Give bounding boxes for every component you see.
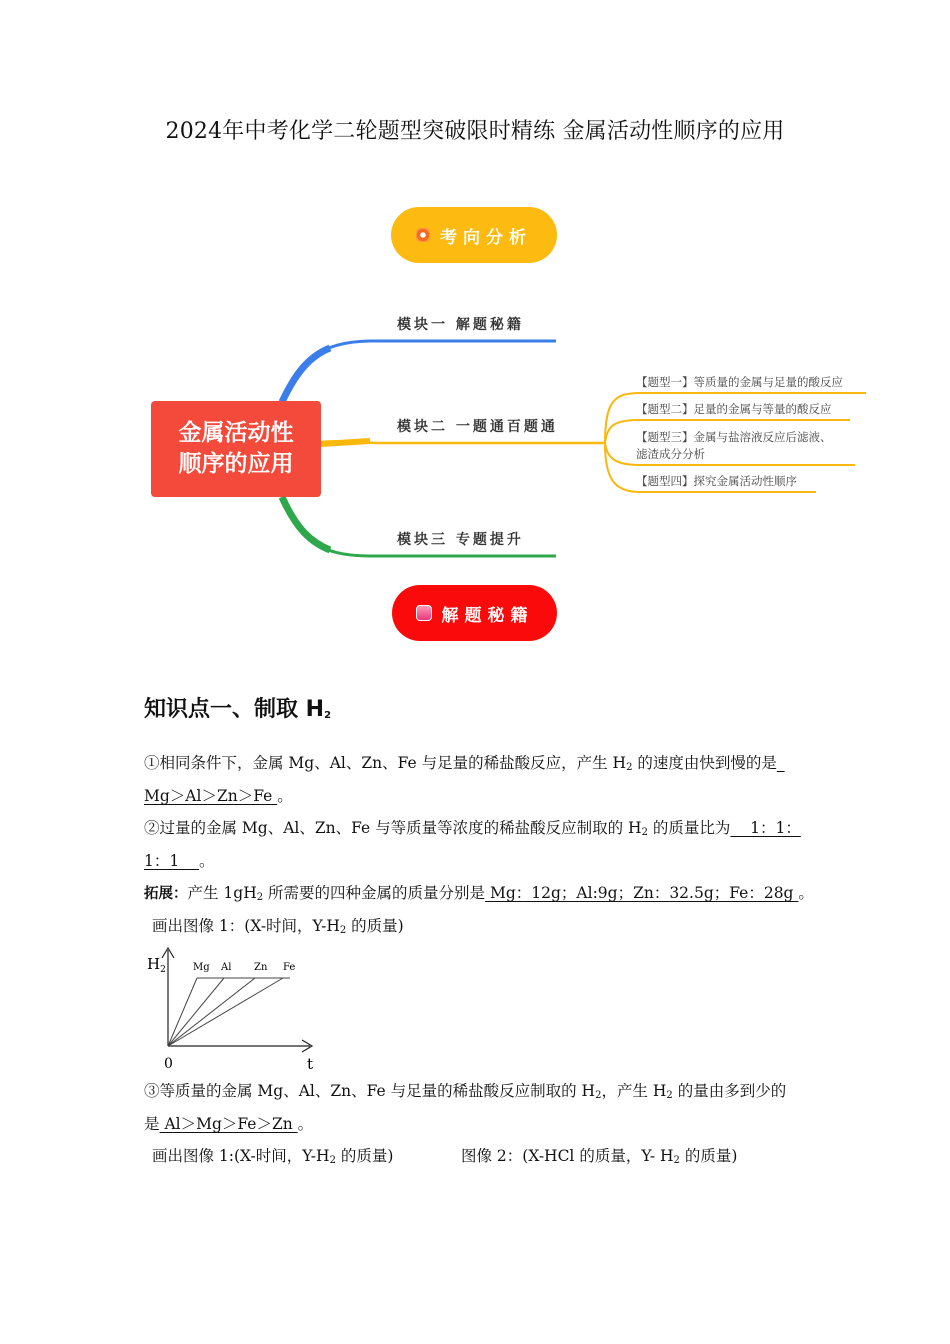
graph-captions-row [152, 1145, 393, 1172]
heading-sub: 2 [324, 710, 332, 721]
p5-sub2: 2 [666, 1090, 673, 1101]
p1-end: 。 [277, 787, 293, 805]
branch-module-3: 模块三 专题提升 [397, 532, 524, 548]
p3-answer: Mg：12g；Al:9g；Zn：32.5g；Fe：28g [485, 884, 799, 902]
p5-answer: Al＞Mg＞Fe＞Zn [159, 1115, 298, 1133]
p1-blank: _ [776, 754, 785, 772]
p5-text-a: ③等质量的金属 Mg、Al、Zn、Fe 与足量的稀盐酸反应制取的 H [144, 1082, 596, 1100]
p2-end: 。 [198, 852, 215, 870]
center-line-1: 金属活动性 [178, 420, 294, 446]
p6-text-b: 的质量) [335, 1147, 394, 1165]
branch-module-1: 模块一 解题秘籍 [397, 317, 524, 333]
sub-item-type-1: 【题型一】等质量的金属与足量的酸反应 [636, 375, 843, 389]
pill-label: 考向分析 [440, 227, 532, 248]
p1-sub: 2 [626, 762, 633, 773]
p5-text-c: 的量由多到少的 [672, 1082, 787, 1100]
p5-lead: 是 [144, 1115, 160, 1133]
p1-text-b: 的速度由快到慢的是 [632, 754, 777, 772]
p5-end: 。 [297, 1115, 314, 1133]
p4-text-b: 的质量) [346, 917, 404, 935]
p2-sub: 2 [641, 827, 648, 838]
graph-2-caption [461, 1145, 737, 1172]
p3-text-a: 产生 1gH [187, 884, 257, 902]
section-heading [144, 692, 331, 723]
p3-text-b: 所需要的四种金属的质量分别是 [263, 884, 486, 902]
paragraph-2-line-1 [144, 817, 801, 844]
series-label-zn: Zn [254, 962, 268, 973]
sub-item-type-3-cont: 滤渣成分分析 [636, 447, 705, 461]
paragraph-extension [144, 882, 814, 909]
p4-text-a: 画出图像 1：(X-时间，Y-H [152, 917, 340, 935]
branch-module-2: 模块二 一题通百题通 [397, 419, 558, 435]
p2-answer-a: 1：1： [730, 819, 801, 837]
p2-text-b: 的质量比为 [647, 819, 731, 837]
series-label-mg: Mg [193, 962, 210, 973]
sub-item-type-3: 【题型三】金属与盐溶液反应后滤液、 [636, 430, 832, 444]
p1-answer: Mg＞Al＞Zn＞Fe [144, 787, 278, 805]
series-label-al: Al [221, 962, 232, 973]
center-line-2: 顺序的应用 [178, 451, 294, 477]
p2-answer-b: 1：1 [144, 852, 199, 870]
p5-sub1: 2 [595, 1090, 602, 1101]
extension-label: 拓展： [144, 886, 188, 902]
paragraph-2-line-2 [144, 850, 214, 872]
book-icon [416, 605, 432, 621]
sub-item-type-2: 【题型二】足量的金属与等量的酸反应 [636, 402, 832, 416]
paragraph-3-line-1 [144, 1080, 786, 1107]
series-label-fe: Fe [283, 962, 296, 973]
p3-end: 。 [798, 884, 814, 902]
p6-sub: 2 [329, 1155, 336, 1166]
graph-1-caption [152, 915, 404, 942]
sub-item-type-4: 【题型四】探究金属活动性顺序 [636, 474, 797, 488]
p4-sub: 2 [339, 925, 347, 936]
document-title: 2024年中考化学二轮题型突破限时精练 金属活动性顺序的应用 [165, 119, 785, 144]
p6-sub2: 2 [673, 1155, 680, 1166]
p6-text-c: 图像 2：(X-HCl 的质量，Y- H [461, 1147, 674, 1165]
paragraph-3-line-2 [144, 1113, 313, 1135]
paragraph-1-line-1 [144, 752, 785, 779]
heading-text: 知识点一、制取 H [144, 697, 325, 722]
solution-secrets-pill [392, 585, 557, 641]
origin-label: 0 [164, 1056, 173, 1072]
p3-sub: 2 [256, 892, 264, 903]
p6-text-a: 画出图像 1:(X-时间，Y-H [152, 1147, 330, 1165]
p6-text-d: 的质量) [679, 1147, 738, 1165]
p5-text-b: ，产生 H [601, 1082, 667, 1100]
p1-text-a: ①相同条件下，金属 Mg、Al、Zn、Fe 与足量的稀盐酸反应，产生 H [144, 754, 627, 772]
p2-text-a: ②过量的金属 Mg、Al、Zn、Fe 与等质量等浓度的稀盐酸反应制取的 H [144, 819, 642, 837]
x-axis-label: t [307, 1055, 314, 1073]
h2-time-graph [140, 940, 330, 1075]
mindmap-center-node [151, 401, 321, 497]
pill-label: 解题秘籍 [441, 605, 534, 626]
paragraph-1-line-2 [144, 785, 293, 807]
y-axis-label: $H_2$ [147, 955, 166, 975]
